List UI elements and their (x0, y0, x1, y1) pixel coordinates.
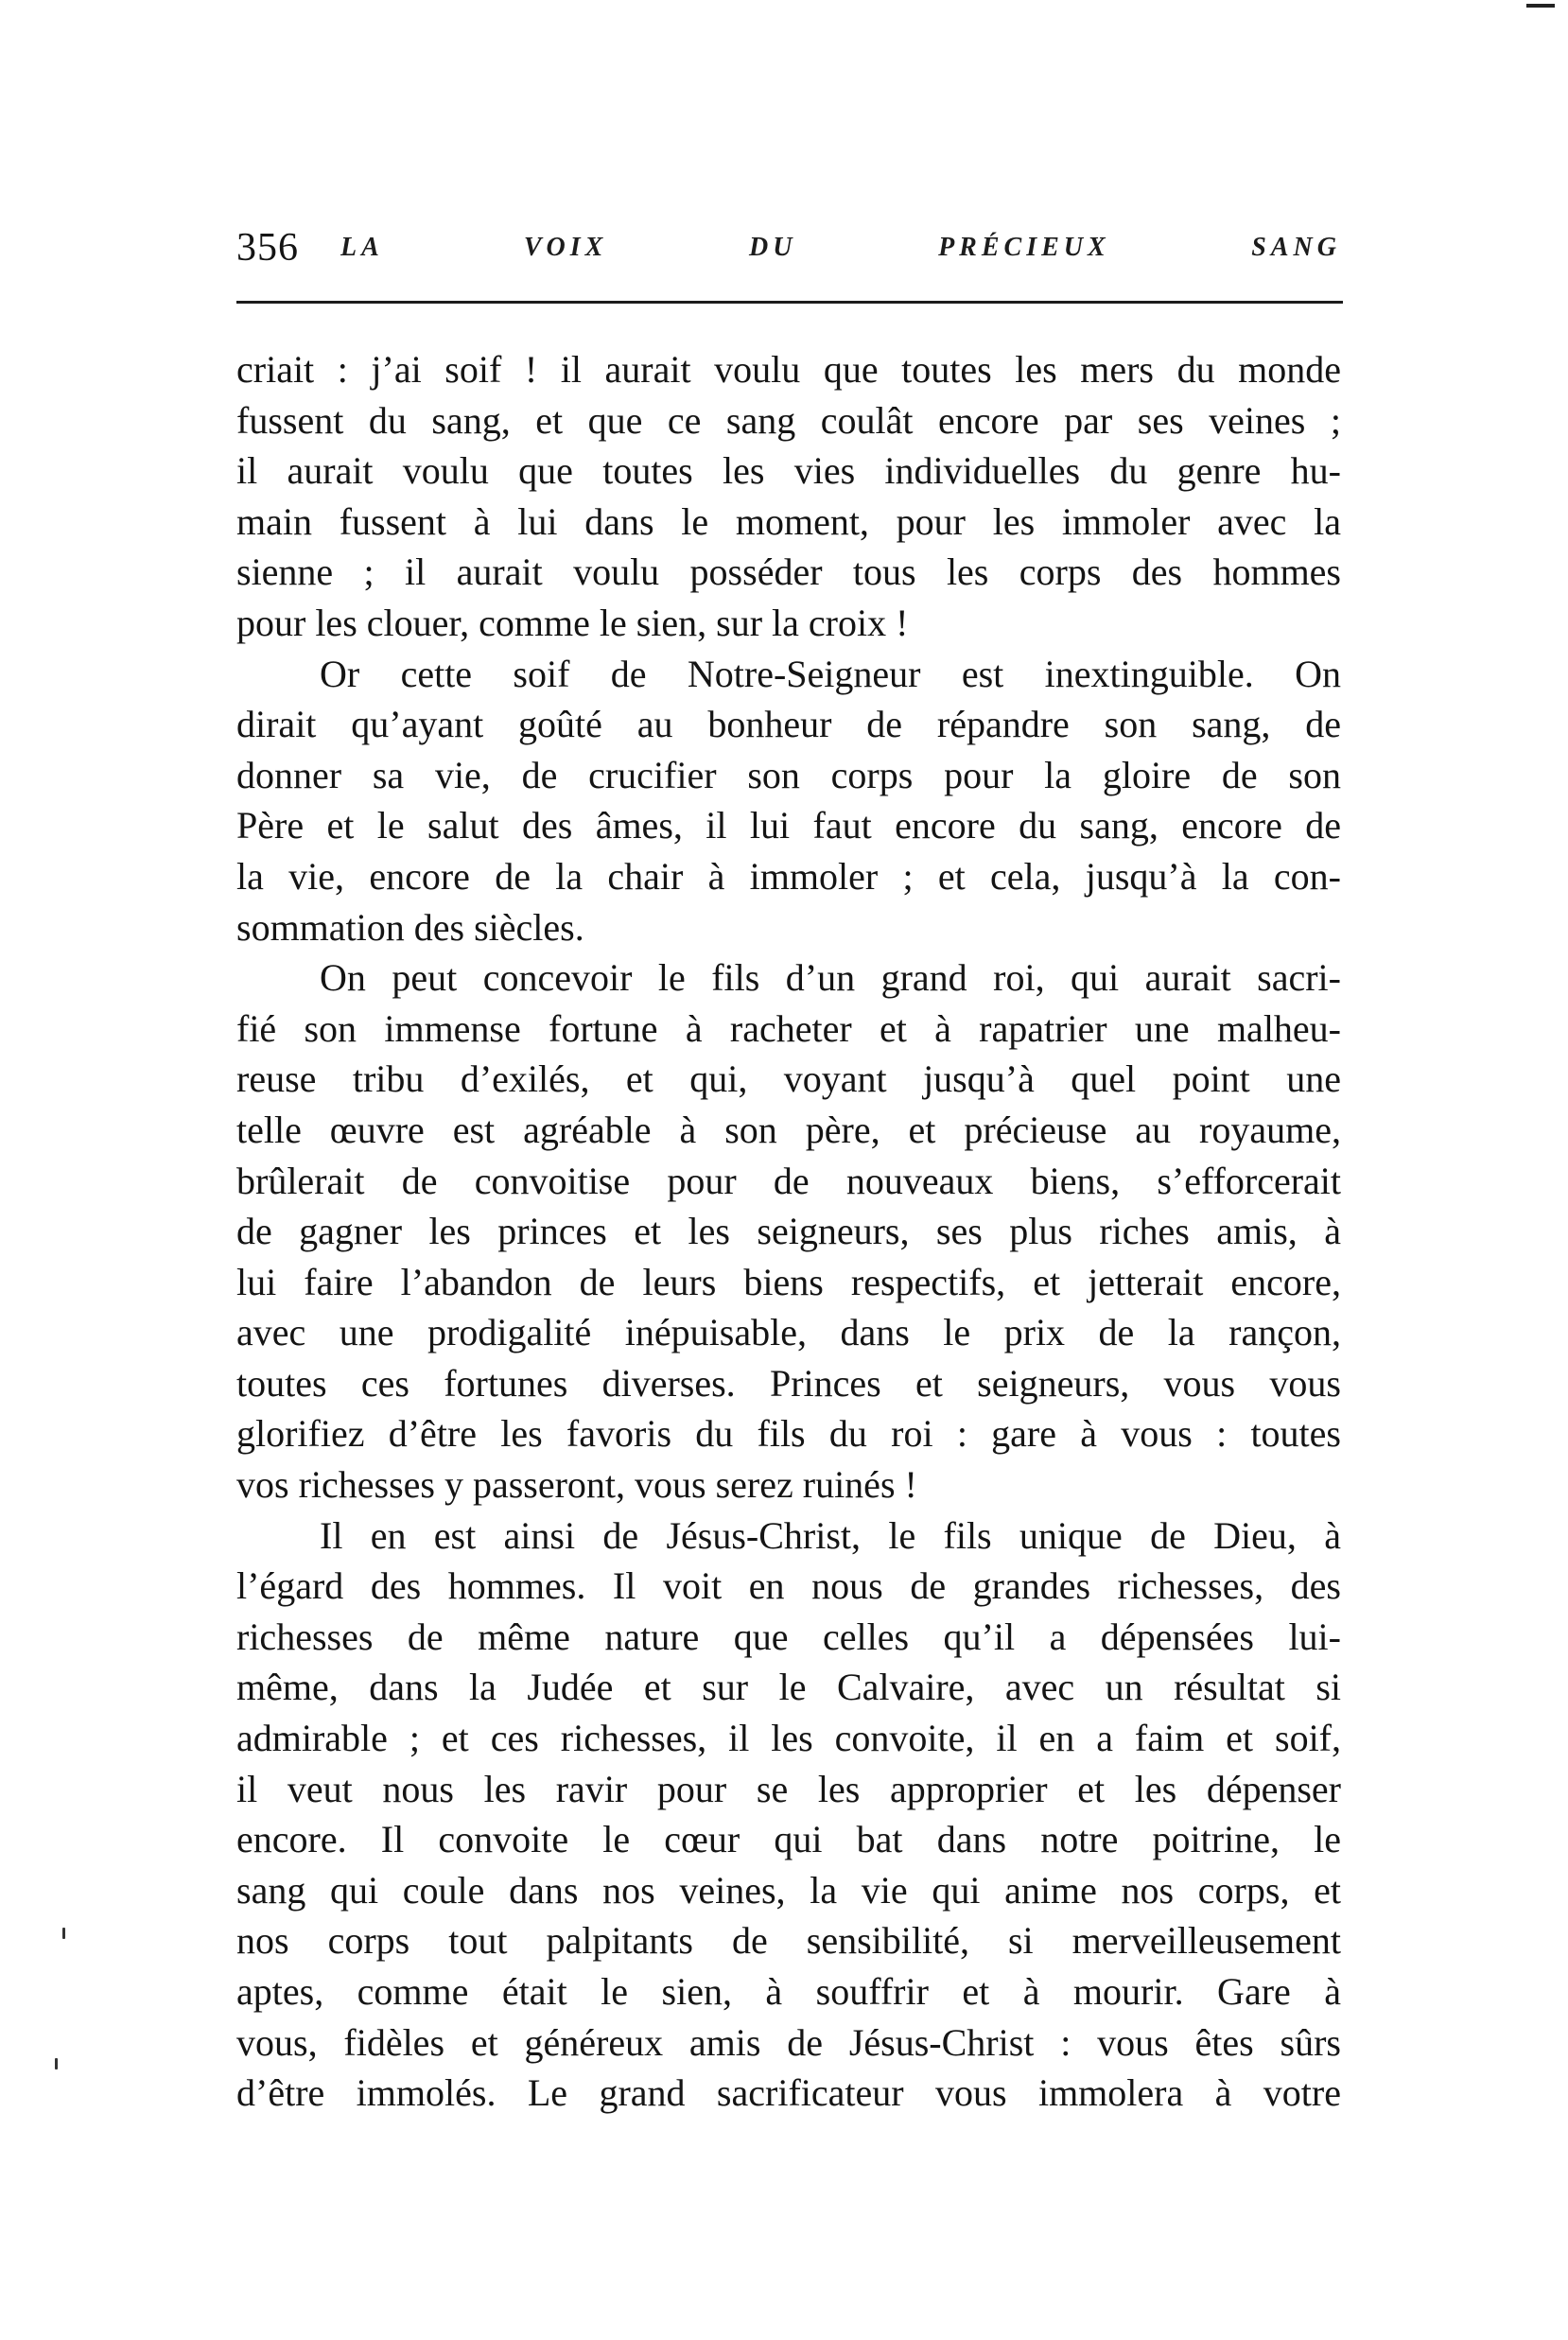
text-line: On peut concevoir le fils d’un grand roi, qui aurait sacri- (320, 956, 1341, 1000)
text-line: il veut nous les ravir pour se les approprier et les dépenser (236, 1767, 1341, 1810)
paragraph (236, 952, 1341, 1511)
body-text (236, 344, 1341, 2119)
text-line: la vie, encore de la chair à immoler ; et cela, jusqu’à la con- (236, 854, 1341, 898)
text-line: d’être immolés. Le grand sacrificateur vous immolera à votre (236, 2071, 1341, 2115)
text-line: richesses de même nature que celles qu’il a dépensées lui- (236, 1615, 1341, 1658)
text-line: nos corps tout palpitants de sensibilité, si merveilleusement (236, 1919, 1341, 1963)
text-line: sommation des siècles. (236, 905, 584, 949)
page-header (236, 219, 1341, 276)
scan-speck (55, 2058, 58, 2069)
text-line: l’égard des hommes. Il voit en nous de grandes richesses, des (236, 1564, 1341, 1608)
header-rule (236, 301, 1343, 304)
text-line: glorifiez d’être les favoris du fils du roi : gare à vous : toutes (236, 1412, 1341, 1456)
text-line: lui faire l’abandon de leurs biens respectifs, et jetterait encore, (236, 1260, 1341, 1303)
text-line: fié son immense fortune à racheter et à rapatrier une malheu- (236, 1006, 1341, 1050)
page-number: 356 (236, 226, 299, 270)
text-line: il aurait voulu que toutes les vies individuelles du genre hu- (236, 449, 1341, 493)
text-line: même, dans la Judée et sur le Calvaire, avec un résultat si (236, 1666, 1341, 1709)
text-line: sienne ; il aurait voulu posséder tous les corps des hommes (236, 550, 1341, 594)
text-line: donner sa vie, de crucifier son corps pour la gloire de son (236, 753, 1341, 796)
scan-speck (62, 1928, 65, 1939)
text-line: pour les clouer, comme le sien, sur la croix ! (236, 601, 909, 644)
text-line: de gagner les princes et les seigneurs, ses plus riches amis, à (236, 1210, 1341, 1253)
text-line: telle œuvre est agréable à son père, et précieuse au royaume, (236, 1108, 1341, 1151)
text-line: encore. Il convoite le cœur qui bat dans notre poitrine, le (236, 1818, 1341, 1861)
paragraph (236, 1511, 1341, 2119)
text-line: vous, fidèles et généreux amis de Jésus-Christ : vous êtes sûrs (236, 2020, 1341, 2064)
text-line: brûlerait de convoitise pour de nouveaux biens, s’efforcerait (236, 1159, 1341, 1202)
text-line: reuse tribu d’exilés, et qui, voyant jusqu’à quel point une (236, 1057, 1341, 1101)
paragraph (236, 649, 1341, 953)
text-line: Il en est ainsi de Jésus-Christ, le fils unique de Dieu, à (320, 1513, 1341, 1557)
text-line: vos richesses y passeront, vous serez ruinés ! (236, 1463, 917, 1507)
text-line: sang qui coule dans nos veines, la vie qui anime nos corps, et (236, 1868, 1341, 1912)
text-line: aptes, comme était le sien, à souffrir et à mourir. Gare à (236, 1970, 1341, 2013)
running-title: LA VOIX DU PRÉCIEUX SANG (340, 233, 1341, 262)
text-line: main fussent à lui dans le moment, pour les immoler avec la (236, 499, 1341, 543)
text-line: toutes ces fortunes diverses. Princes et seigneurs, vous vous (236, 1361, 1341, 1405)
text-line: avec une prodigalité inépuisable, dans le prix de la rançon, (236, 1311, 1341, 1354)
text-line: fussent du sang, et que ce sang coulât encore par ses veines ; (236, 398, 1341, 442)
scan-edge-mark (1526, 4, 1555, 8)
text-line: Père et le salut des âmes, il lui faut encore du sang, encore de (236, 804, 1341, 847)
text-line: Or cette soif de Notre-Seigneur est inextinguible. On (320, 652, 1341, 695)
text-line: dirait qu’ayant goûté au bonheur de répandre son sang, de (236, 703, 1341, 746)
paragraph (236, 344, 1341, 649)
text-line: criait : j’ai soif ! il aurait voulu que toutes les mers du monde (236, 348, 1341, 391)
text-line: admirable ; et ces richesses, il les convoite, il en a faim et soif, (236, 1717, 1341, 1760)
